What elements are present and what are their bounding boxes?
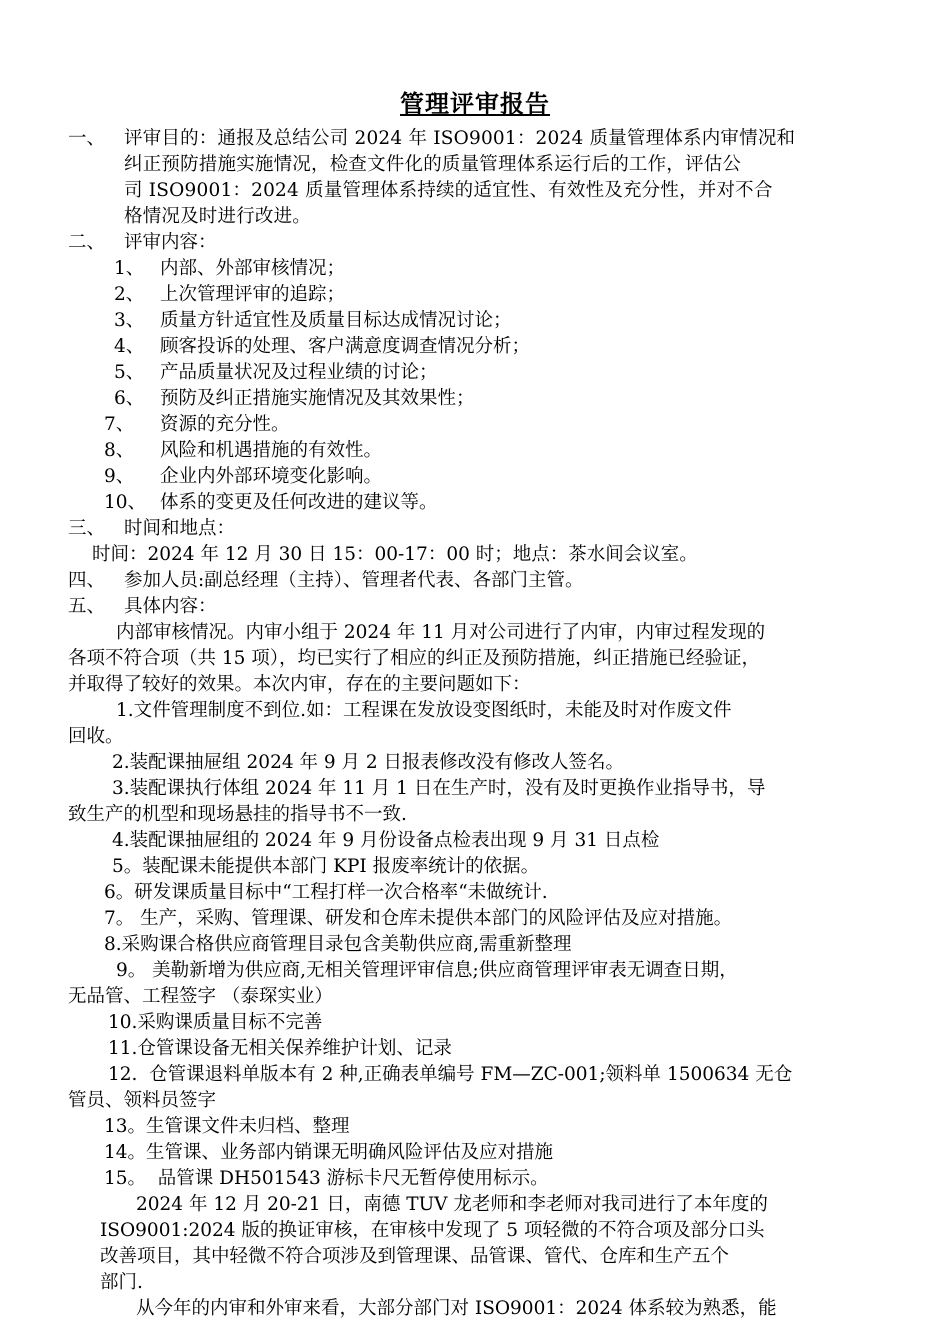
list-item-number: 9、: [104, 466, 135, 487]
finding-line: 15。 品管课 DH501543 游标卡尺无暂停使用标示。: [104, 1168, 549, 1189]
section-1-number: 一、: [68, 128, 106, 149]
finding-line: 9。 美勒新增为供应商,无相关管理评审信息;供应商管理评审表无调查日期，: [116, 960, 738, 981]
paragraph-line: 内部审核情况。内审小组于 2024 年 11 月对公司进行了内审，内审过程发现的: [116, 622, 766, 643]
finding-line: 11.仓管课设备无相关保养维护计划、记录: [108, 1038, 452, 1059]
list-item-text: 风险和机遇措施的有效性。: [160, 440, 383, 461]
finding-line: 7。 生产，采购、管理课、研发和仓库未提供本部门的风险评估及应对措施。: [104, 908, 733, 929]
section-4-number: 四、: [68, 570, 106, 591]
paragraph-line: 2024 年 12 月 20-21 日，南德 TUV 龙老师和李老师对我司进行了本年度的: [136, 1194, 768, 1215]
section-2-heading: 评审内容：: [124, 232, 217, 253]
list-item-number: 4、: [114, 336, 145, 357]
section-1-line: 司 ISO9001：2024 质量管理体系持续的适宜性、有效性及充分性，并对不合: [124, 180, 773, 201]
finding-line: 4.装配课抽屉组的 2024 年 9 月份设备点检表出现 9 月 31 日点检: [112, 830, 660, 851]
list-item-text: 质量方针适宜性及质量目标达成情况讨论；: [160, 310, 512, 331]
list-item-number: 3、: [114, 310, 145, 331]
finding-line: 5。装配课未能提供本部门 KPI 报废率统计的依据。: [112, 856, 540, 877]
finding-line: 管员、领料员签字: [68, 1090, 217, 1111]
finding-line: 14。生管课、业务部内销课无明确风险评估及应对措施: [104, 1142, 554, 1163]
section-3-number: 三、: [68, 518, 106, 539]
list-item-number: 10、: [104, 492, 147, 513]
list-item-number: 5、: [114, 362, 145, 383]
list-item-text: 内部、外部审核情况；: [160, 258, 346, 279]
document-title: 管理评审报告: [400, 89, 550, 118]
finding-line: 致生产的机型和现场悬挂的指导书不一致.: [68, 804, 407, 825]
paragraph-line: 并取得了较好的效果。本次内审，存在的主要问题如下：: [68, 674, 531, 695]
list-item-number: 1、: [114, 258, 145, 279]
list-item-text: 产品质量状况及过程业绩的讨论；: [160, 362, 438, 383]
paragraph-line: 部门.: [100, 1272, 143, 1293]
meeting-time-place: 时间：2024 年 12 月 30 日 15：00-17：00 时；地点：茶水间会议室。: [92, 544, 698, 565]
finding-line: 2.装配课抽屉组 2024 年 9 月 2 日报表修改没有修改人签名。: [112, 752, 625, 773]
list-item-number: 6、: [114, 388, 145, 409]
list-item-text: 上次管理评审的追踪；: [160, 284, 346, 305]
finding-line: 13。生管课文件未归档、整理: [104, 1116, 350, 1137]
finding-line: 3.装配课执行体组 2024 年 11 月 1 日在生产时，没有及时更换作业指导书，导: [112, 778, 766, 799]
section-4-heading: 参加人员:副总经理（主持）、管理者代表、各部门主管。: [124, 570, 584, 591]
list-item-text: 体系的变更及任何改进的建议等。: [160, 492, 438, 513]
section-2-number: 二、: [68, 232, 106, 253]
finding-line: 10.采购课质量目标不完善: [108, 1012, 323, 1033]
list-item-number: 7、: [104, 414, 135, 435]
finding-line: 8.采购课合格供应商管理目录包含美勒供应商,需重新整理: [104, 934, 572, 955]
section-5-number: 五、: [68, 596, 106, 617]
paragraph-line: 改善项目，其中轻微不符合项涉及到管理课、品管课、管代、仓库和生产五个: [100, 1246, 730, 1267]
list-item-text: 顾客投诉的处理、客户满意度调查情况分析；: [160, 336, 531, 357]
list-item-text: 企业内外部环境变化影响。: [160, 466, 383, 487]
paragraph-line: 从今年的内审和外审来看，大部分部门对 ISO9001：2024 体系较为熟悉，能: [136, 1298, 777, 1319]
paragraph-line: 各项不符合项（共 15 项），均已实行了相应的纠正及预防措施，纠正措施已经验证，: [68, 648, 761, 669]
list-item-number: 2、: [114, 284, 145, 305]
finding-line: 12. 仓管课退料单版本有 2 种,正确表单编号 FM—ZC-001;领料单 1500634 无仓: [108, 1064, 793, 1085]
list-item-text: 资源的充分性。: [160, 414, 290, 435]
section-1-line: 评审目的：通报及总结公司 2024 年 ISO9001：2024 质量管理体系内审情况和: [124, 128, 796, 149]
finding-line: 回收。: [68, 726, 124, 747]
list-item-number: 8、: [104, 440, 135, 461]
section-1-line: 纠正预防措施实施情况，检查文件化的质量管理体系运行后的工作，评估公: [124, 154, 742, 175]
finding-line: 无品管、工程签字 （泰琛实业）: [68, 986, 333, 1007]
list-item-text: 预防及纠正措施实施情况及其效果性；: [160, 388, 475, 409]
section-5-heading: 具体内容：: [124, 596, 217, 617]
paragraph-line: ISO9001:2024 版的换证审核，在审核中发现了 5 项轻微的不符合项及部分口头: [100, 1220, 765, 1241]
section-1-line: 格情况及时进行改进。: [124, 206, 312, 227]
finding-line: 6。研发课质量目标中“工程打样一次合格率“未做统计.: [104, 882, 548, 903]
section-3-heading: 时间和地点：: [124, 518, 236, 539]
finding-line: 1.文件管理制度不到位.如：工程课在发放设变图纸时，未能及时对作废文件: [116, 700, 732, 721]
